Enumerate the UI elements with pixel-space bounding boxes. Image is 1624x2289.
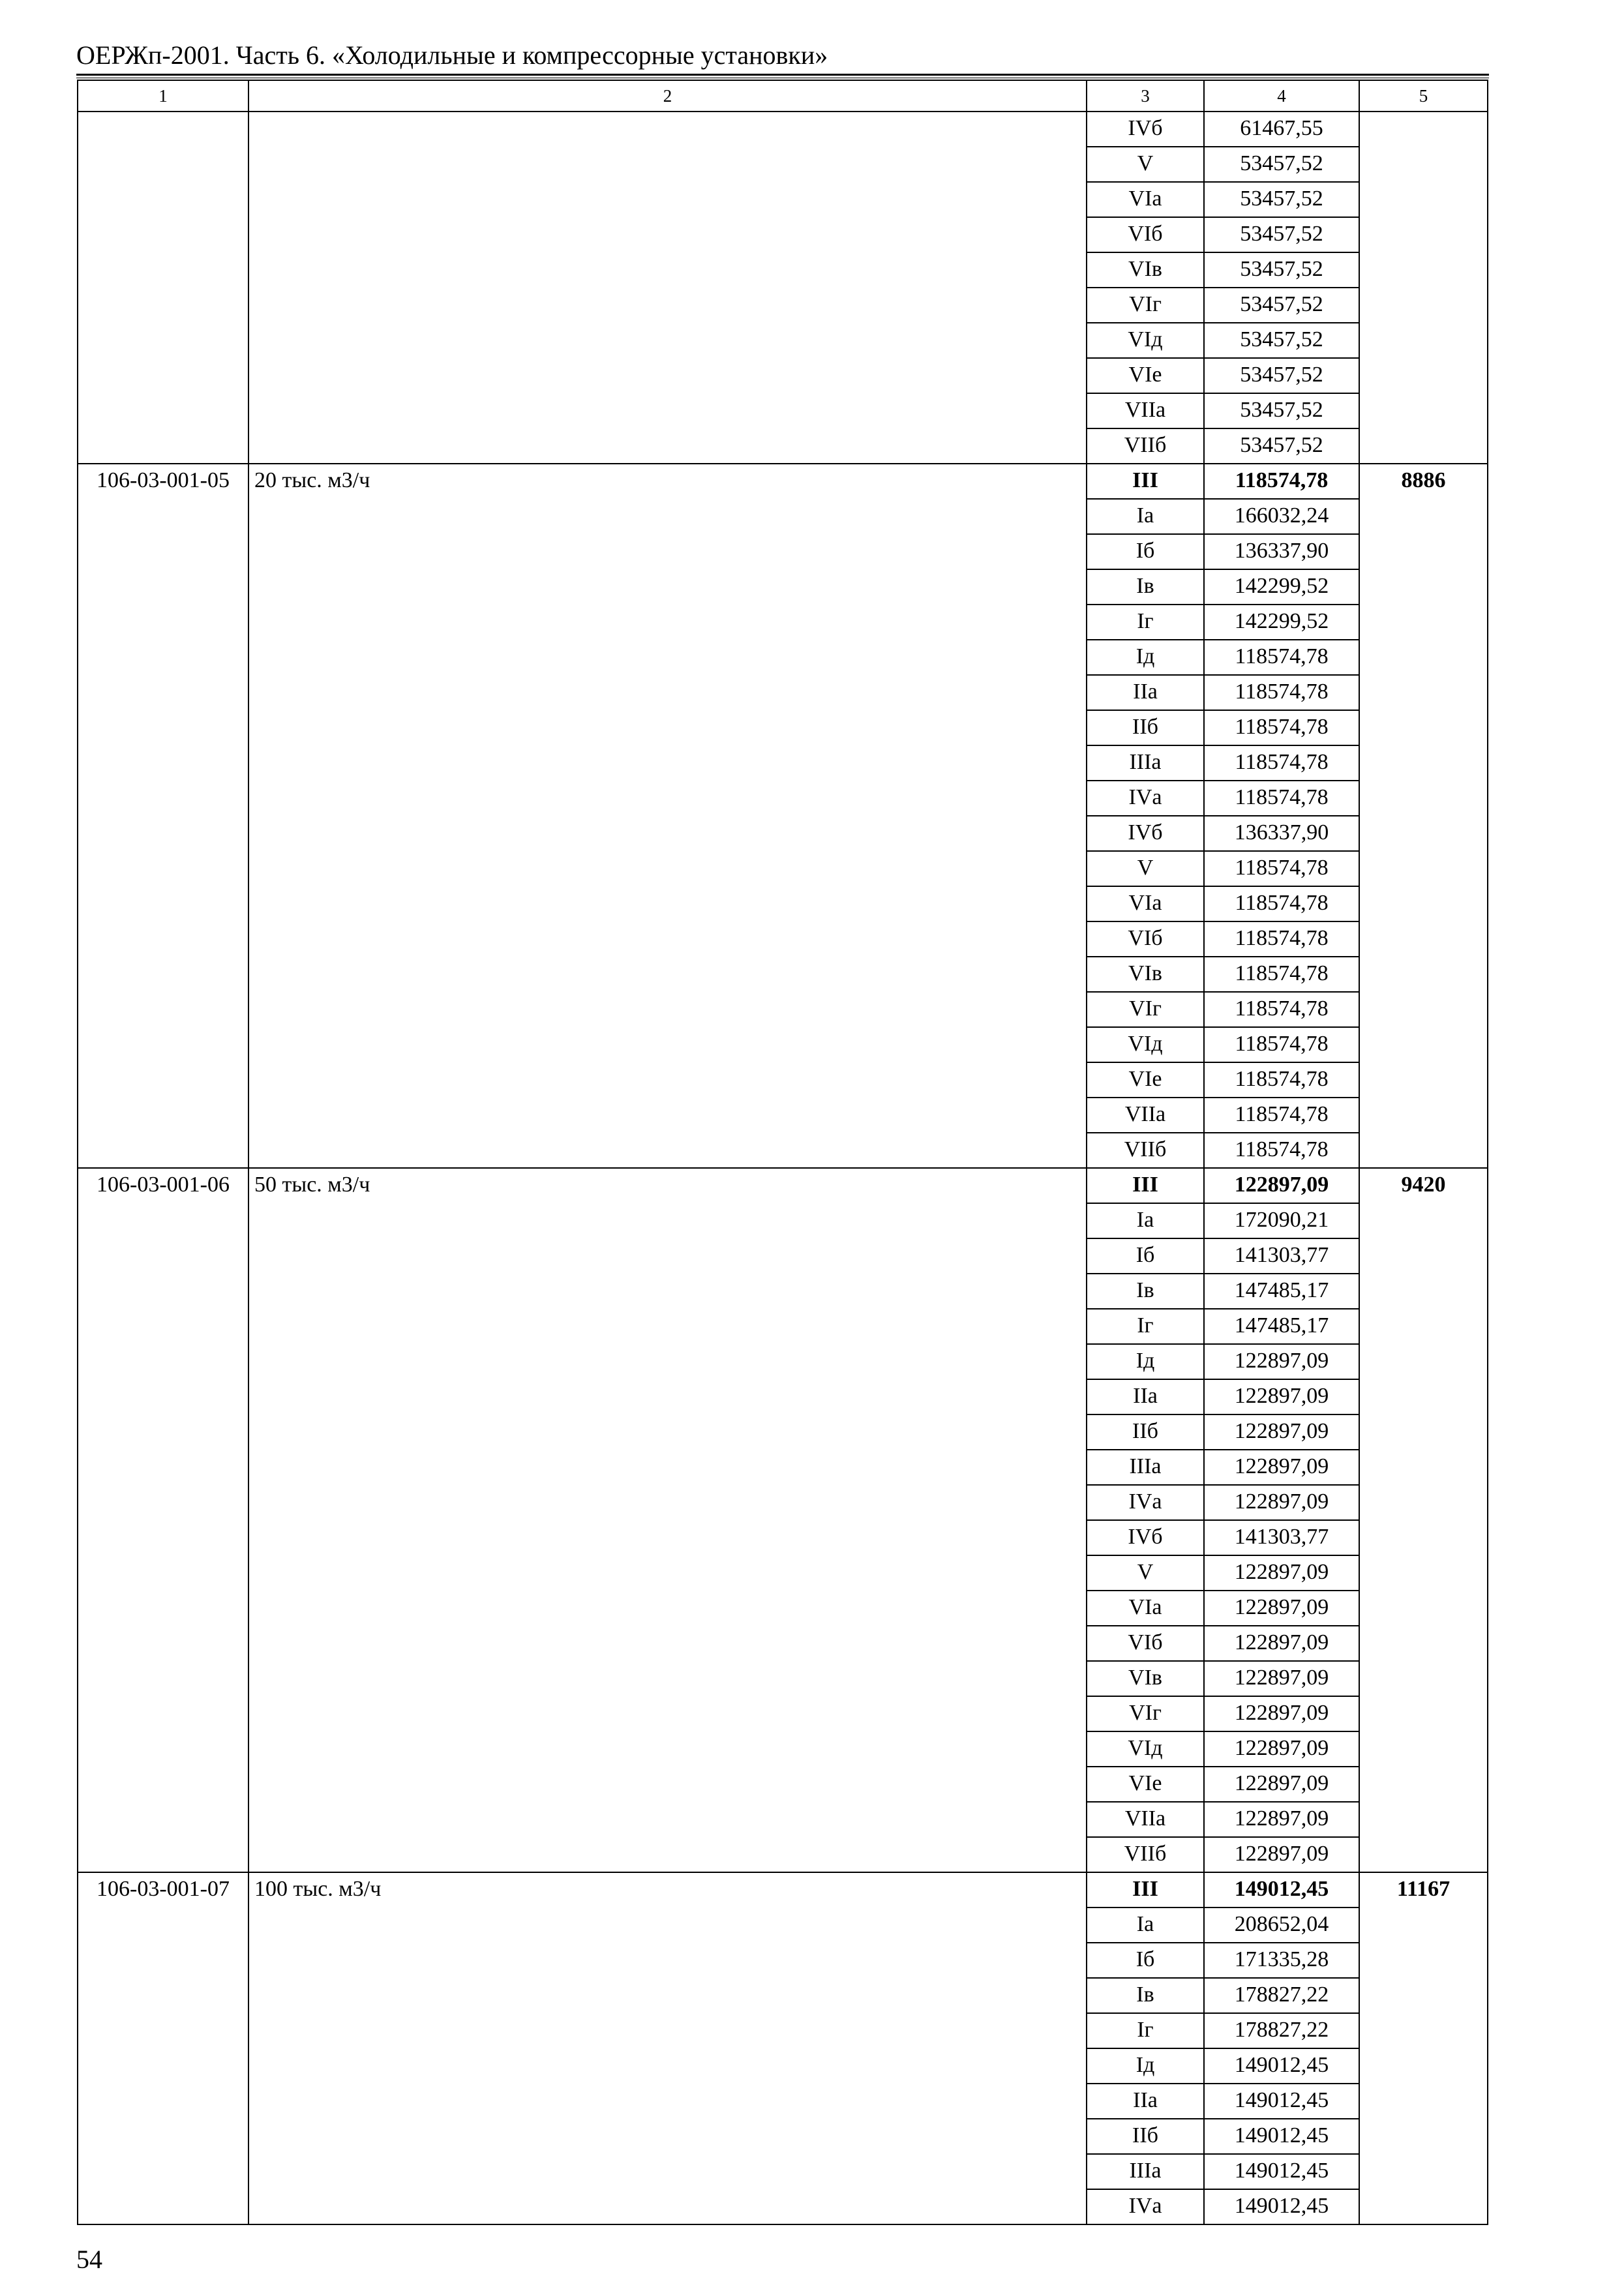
zone-cell: Iг bbox=[1087, 1309, 1204, 1344]
zone-cell: VIIб bbox=[1087, 1837, 1204, 1872]
zone-cell: Iв bbox=[1087, 1978, 1204, 2013]
value-cell: 142299,52 bbox=[1204, 569, 1359, 605]
value-cell: 53457,52 bbox=[1204, 393, 1359, 428]
value-cell: 53457,52 bbox=[1204, 358, 1359, 393]
zone-cell: IIа bbox=[1087, 2084, 1204, 2119]
price-table bbox=[77, 80, 1488, 2225]
value-cell: 118574,78 bbox=[1204, 1133, 1359, 1168]
value-cell: 122897,09 bbox=[1204, 1696, 1359, 1731]
zone-cell: VIв bbox=[1087, 1661, 1204, 1696]
zone-cell: VIе bbox=[1087, 358, 1204, 393]
zone-cell: VIг bbox=[1087, 288, 1204, 323]
value-cell: 118574,78 bbox=[1204, 640, 1359, 675]
column-number-3: 3 bbox=[1087, 80, 1204, 112]
value-cell: 118574,78 bbox=[1204, 957, 1359, 992]
header-rule bbox=[76, 74, 1489, 76]
column-number-5: 5 bbox=[1359, 80, 1488, 112]
value-cell: 141303,77 bbox=[1204, 1520, 1359, 1555]
zone-cell: IVб bbox=[1087, 112, 1204, 147]
zone-cell: IVб bbox=[1087, 816, 1204, 851]
zone-cell: VIIа bbox=[1087, 1802, 1204, 1837]
code-cell bbox=[78, 112, 248, 464]
zone-cell: III bbox=[1087, 1872, 1204, 1908]
value-cell: 178827,22 bbox=[1204, 1978, 1359, 2013]
value-cell: 136337,90 bbox=[1204, 816, 1359, 851]
col5-cell: 11167 bbox=[1359, 1872, 1488, 2224]
value-cell: 118574,78 bbox=[1204, 675, 1359, 710]
zone-cell: Iд bbox=[1087, 1344, 1204, 1379]
value-cell: 141303,77 bbox=[1204, 1238, 1359, 1274]
value-cell: 122897,09 bbox=[1204, 1555, 1359, 1591]
value-cell: 149012,45 bbox=[1204, 2048, 1359, 2084]
value-cell: 147485,17 bbox=[1204, 1274, 1359, 1309]
page-number: 54 bbox=[76, 2245, 102, 2274]
value-cell: 149012,45 bbox=[1204, 2084, 1359, 2119]
zone-cell: VIIб bbox=[1087, 1133, 1204, 1168]
value-cell: 122897,09 bbox=[1204, 1591, 1359, 1626]
zone-cell: VIа bbox=[1087, 886, 1204, 921]
zone-cell: IIIа bbox=[1087, 2154, 1204, 2189]
zone-cell: VIIа bbox=[1087, 1098, 1204, 1133]
value-cell: 172090,21 bbox=[1204, 1203, 1359, 1238]
value-cell: 122897,09 bbox=[1204, 1837, 1359, 1872]
col5-cell bbox=[1359, 112, 1488, 464]
column-number-row bbox=[78, 80, 1488, 112]
value-cell: 142299,52 bbox=[1204, 605, 1359, 640]
description-cell: 100 тыс. м3/ч bbox=[248, 1872, 1087, 2224]
zone-cell: IIа bbox=[1087, 675, 1204, 710]
zone-cell: Iб bbox=[1087, 1238, 1204, 1274]
value-cell: 53457,52 bbox=[1204, 323, 1359, 358]
value-cell: 118574,78 bbox=[1204, 886, 1359, 921]
value-cell: 118574,78 bbox=[1204, 1027, 1359, 1062]
code-cell: 106-03-001-05 bbox=[78, 464, 248, 1168]
description-cell: 20 тыс. м3/ч bbox=[248, 464, 1087, 1168]
value-cell: 122897,09 bbox=[1204, 1414, 1359, 1450]
table-row bbox=[78, 464, 1488, 499]
value-cell: 208652,04 bbox=[1204, 1908, 1359, 1943]
value-cell: 122897,09 bbox=[1204, 1168, 1359, 1203]
zone-cell: VIа bbox=[1087, 1591, 1204, 1626]
value-cell: 118574,78 bbox=[1204, 1062, 1359, 1098]
table-row bbox=[78, 112, 1488, 147]
code-cell: 106-03-001-07 bbox=[78, 1872, 248, 2224]
zone-cell: VIд bbox=[1087, 1731, 1204, 1767]
page-header-title: ОЕРЖп-2001. Часть 6. «Холодильные и компрессорные установки» bbox=[76, 40, 828, 70]
zone-cell: V bbox=[1087, 147, 1204, 182]
zone-cell: Iв bbox=[1087, 569, 1204, 605]
value-cell: 149012,45 bbox=[1204, 2119, 1359, 2154]
value-cell: 53457,52 bbox=[1204, 147, 1359, 182]
zone-cell: VIIа bbox=[1087, 393, 1204, 428]
value-cell: 147485,17 bbox=[1204, 1309, 1359, 1344]
value-cell: 166032,24 bbox=[1204, 499, 1359, 534]
code-cell: 106-03-001-06 bbox=[78, 1168, 248, 1872]
zone-cell: Iа bbox=[1087, 1203, 1204, 1238]
value-cell: 118574,78 bbox=[1204, 992, 1359, 1027]
value-cell: 122897,09 bbox=[1204, 1344, 1359, 1379]
value-cell: 122897,09 bbox=[1204, 1485, 1359, 1520]
col5-cell: 9420 bbox=[1359, 1168, 1488, 1872]
zone-cell: VIд bbox=[1087, 1027, 1204, 1062]
zone-cell: Iб bbox=[1087, 1943, 1204, 1978]
column-number-1: 1 bbox=[78, 80, 248, 112]
price-table-body bbox=[78, 80, 1488, 2224]
value-cell: 118574,78 bbox=[1204, 464, 1359, 499]
table-row bbox=[78, 1168, 1488, 1203]
value-cell: 53457,52 bbox=[1204, 182, 1359, 217]
value-cell: 118574,78 bbox=[1204, 1098, 1359, 1133]
zone-cell: V bbox=[1087, 851, 1204, 886]
zone-cell: VIд bbox=[1087, 323, 1204, 358]
zone-cell: VIа bbox=[1087, 182, 1204, 217]
value-cell: 118574,78 bbox=[1204, 710, 1359, 745]
col5-cell: 8886 bbox=[1359, 464, 1488, 1168]
value-cell: 118574,78 bbox=[1204, 781, 1359, 816]
value-cell: 178827,22 bbox=[1204, 2013, 1359, 2048]
value-cell: 122897,09 bbox=[1204, 1379, 1359, 1414]
value-cell: 53457,52 bbox=[1204, 217, 1359, 252]
zone-cell: Iг bbox=[1087, 2013, 1204, 2048]
zone-cell: Iв bbox=[1087, 1274, 1204, 1309]
zone-cell: IIIа bbox=[1087, 1450, 1204, 1485]
zone-cell: VIе bbox=[1087, 1062, 1204, 1098]
zone-cell: IVб bbox=[1087, 1520, 1204, 1555]
zone-cell: III bbox=[1087, 464, 1204, 499]
value-cell: 122897,09 bbox=[1204, 1626, 1359, 1661]
zone-cell: VIе bbox=[1087, 1767, 1204, 1802]
zone-cell: VIв bbox=[1087, 957, 1204, 992]
zone-cell: Iа bbox=[1087, 1908, 1204, 1943]
zone-cell: III bbox=[1087, 1168, 1204, 1203]
zone-cell: VIб bbox=[1087, 921, 1204, 957]
value-cell: 53457,52 bbox=[1204, 252, 1359, 288]
value-cell: 122897,09 bbox=[1204, 1731, 1359, 1767]
value-cell: 122897,09 bbox=[1204, 1802, 1359, 1837]
value-cell: 53457,52 bbox=[1204, 288, 1359, 323]
value-cell: 136337,90 bbox=[1204, 534, 1359, 569]
value-cell: 53457,52 bbox=[1204, 428, 1359, 464]
zone-cell: IIIа bbox=[1087, 745, 1204, 781]
zone-cell: VIIб bbox=[1087, 428, 1204, 464]
value-cell: 122897,09 bbox=[1204, 1661, 1359, 1696]
value-cell: 118574,78 bbox=[1204, 851, 1359, 886]
zone-cell: VIб bbox=[1087, 217, 1204, 252]
column-number-2: 2 bbox=[248, 80, 1087, 112]
zone-cell: IVа bbox=[1087, 781, 1204, 816]
value-cell: 122897,09 bbox=[1204, 1767, 1359, 1802]
zone-cell: IVа bbox=[1087, 2189, 1204, 2224]
value-cell: 149012,45 bbox=[1204, 2154, 1359, 2189]
zone-cell: Iб bbox=[1087, 534, 1204, 569]
value-cell: 122897,09 bbox=[1204, 1450, 1359, 1485]
zone-cell: VIг bbox=[1087, 1696, 1204, 1731]
value-cell: 118574,78 bbox=[1204, 921, 1359, 957]
zone-cell: VIв bbox=[1087, 252, 1204, 288]
value-cell: 118574,78 bbox=[1204, 745, 1359, 781]
zone-cell: V bbox=[1087, 1555, 1204, 1591]
zone-cell: Iд bbox=[1087, 640, 1204, 675]
zone-cell: IIб bbox=[1087, 2119, 1204, 2154]
value-cell: 149012,45 bbox=[1204, 2189, 1359, 2224]
zone-cell: IIб bbox=[1087, 1414, 1204, 1450]
zone-cell: Iд bbox=[1087, 2048, 1204, 2084]
zone-cell: Iа bbox=[1087, 499, 1204, 534]
table-row bbox=[78, 1872, 1488, 1908]
zone-cell: IIб bbox=[1087, 710, 1204, 745]
value-cell: 61467,55 bbox=[1204, 112, 1359, 147]
zone-cell: IIа bbox=[1087, 1379, 1204, 1414]
zone-cell: IVа bbox=[1087, 1485, 1204, 1520]
zone-cell: Iг bbox=[1087, 605, 1204, 640]
value-cell: 149012,45 bbox=[1204, 1872, 1359, 1908]
description-cell bbox=[248, 112, 1087, 464]
zone-cell: VIг bbox=[1087, 992, 1204, 1027]
column-number-4: 4 bbox=[1204, 80, 1359, 112]
zone-cell: VIб bbox=[1087, 1626, 1204, 1661]
description-cell: 50 тыс. м3/ч bbox=[248, 1168, 1087, 1872]
value-cell: 171335,28 bbox=[1204, 1943, 1359, 1978]
